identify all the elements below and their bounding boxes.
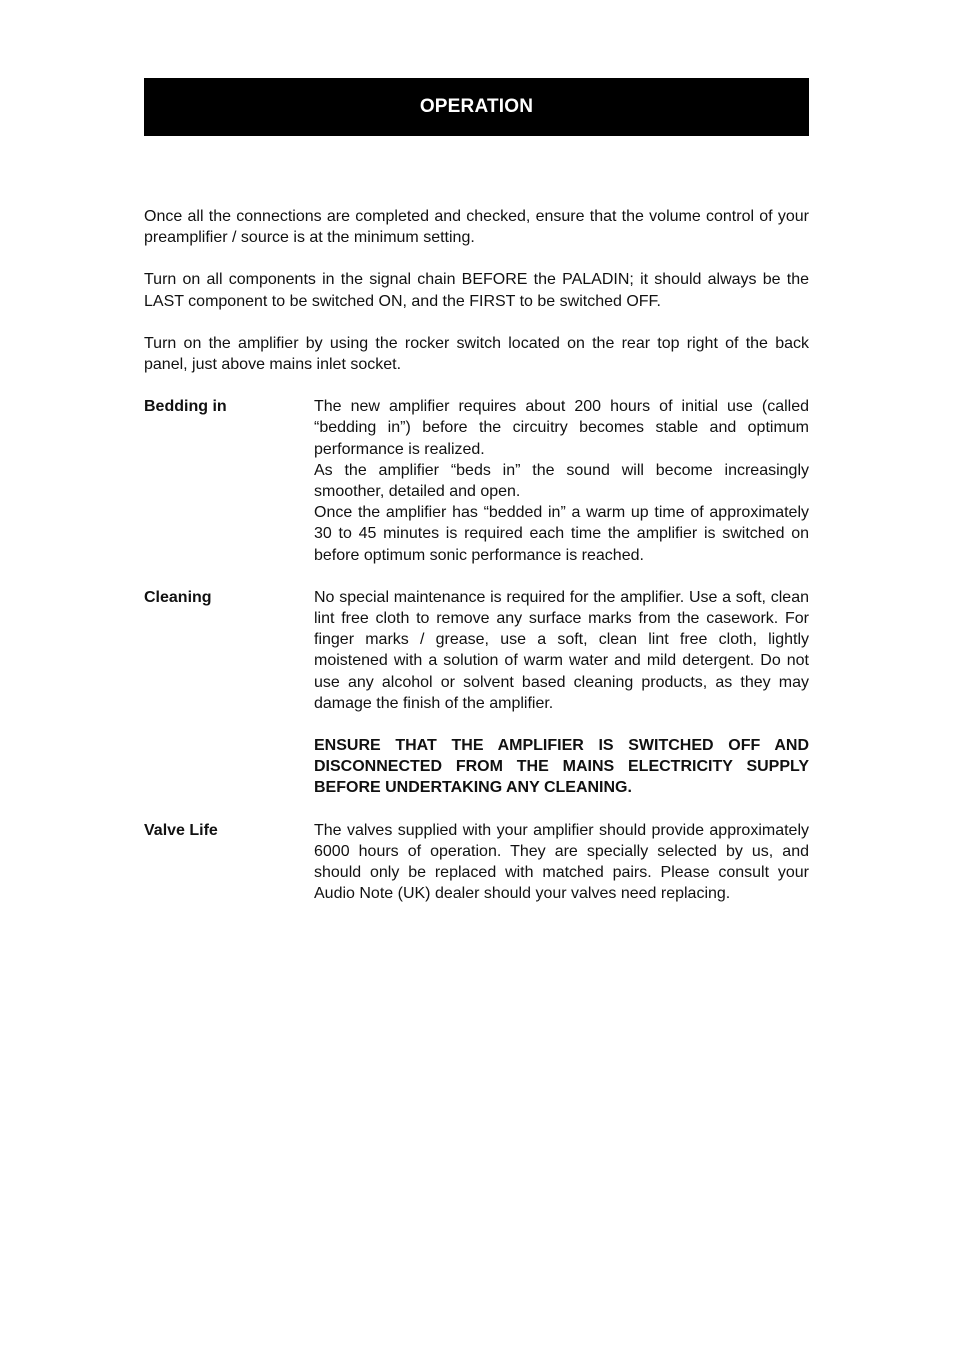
section-paragraph: Once the amplifier has “bedded in” a warm up time of approximately 30 to 45 minutes is required each time the amplifier is switched on before optimum sonic performance is reached. (314, 504, 809, 564)
intro-paragraph: Once all the connections are completed and checked, ensure that the volume control of your preamplifier / source is at the minimum setting. (144, 208, 809, 247)
document-page (144, 78, 809, 925)
section-bedding-in (144, 396, 809, 566)
section-paragraph: No special maintenance is required for the amplifier. Use a soft, clean lint free cloth to remove any surface marks from the casework. For finger marks / grease, use a soft, clean lint free cloth, lightly moistened with a solution of warm water and mild detergent. Do not use any alcohol or solvent based cleaning products, as they may damage the finish of the amplifier. (314, 588, 809, 712)
section-label: Bedding in (144, 398, 227, 416)
intro-paragraph: Turn on the amplifier by using the rocker switch located on the rear top right of the back panel, just above mains inlet socket. (144, 334, 809, 374)
section-label: Valve Life (144, 821, 218, 839)
intro-paragraph: Turn on all components in the signal chain BEFORE the PALADIN; it should always be the LAST component to be switched ON, and the FIRST to be switched OFF. (144, 271, 809, 310)
section-valve-life (144, 820, 809, 905)
section-body (314, 587, 809, 799)
page-title: OPERATION (419, 96, 534, 118)
section-body (314, 820, 809, 905)
section-paragraph: The valves supplied with your amplifier should provide approximately 6000 hours of operation. They are specially selected by us, and should only be replaced with matched pairs. Please consult your Audio Note (UK) dealer should your valves need replacing. (314, 821, 809, 903)
intro-text (144, 206, 809, 375)
section-label: Cleaning (144, 588, 212, 606)
section-cleaning (144, 587, 809, 799)
section-paragraph: The new amplifier requires about 200 hours of initial use (called “bedding in”) before the circuitry becomes stable and optimum performance is realized. (314, 398, 809, 458)
section-paragraph: As the amplifier “beds in” the sound will become increasingly smoother, detailed and open. (314, 461, 809, 501)
title-banner (144, 78, 809, 136)
section-body (314, 396, 809, 566)
cleaning-warning: ENSURE THAT THE AMPLIFIER IS SWITCHED OFF AND DISCONNECTED FROM THE MAINS ELECTRICITY SUPPLY BEFORE UNDERTAKING ANY CLEANING. (314, 737, 809, 797)
